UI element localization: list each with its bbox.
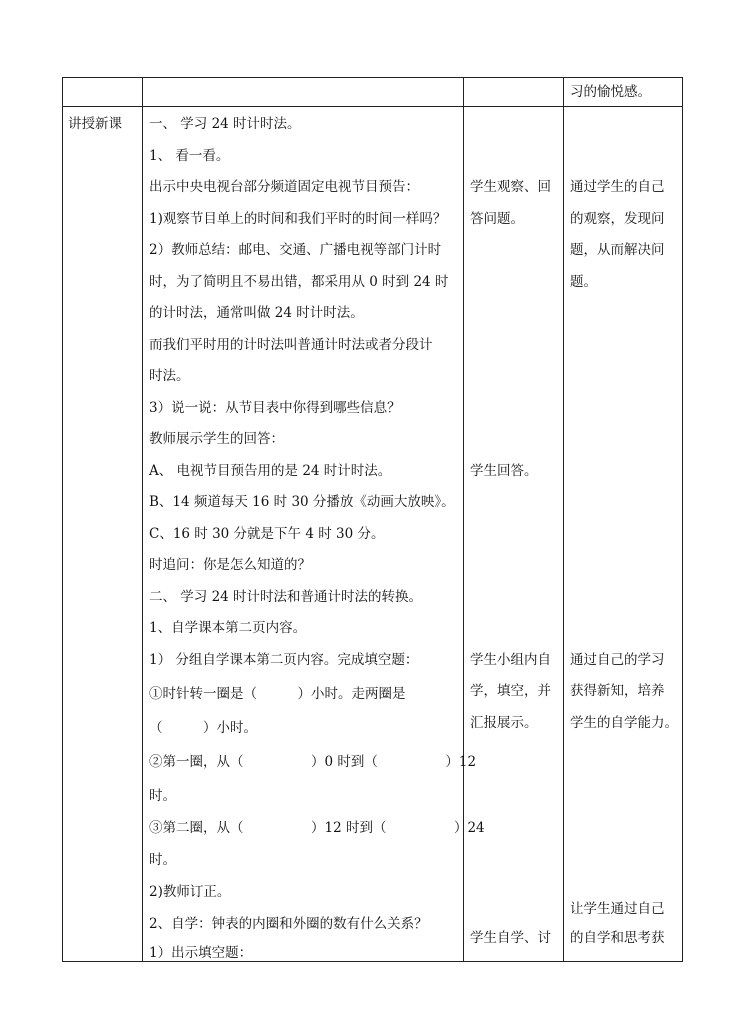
empty-cell [63,78,143,107]
content-line: （ ）小时。 [149,720,257,736]
content-line: 二、 学习 24 时计时法和普通计时法的转换。 [149,589,423,605]
intent-line: 题。 [570,274,597,290]
content-line: B、14 频道每天 16 时 30 分播放《动画大放映》。 [149,494,455,510]
intent-line: 获得新知，培养 [570,683,665,699]
intent-line: 的自学和思考获 [570,930,665,946]
lesson-plan-table [62,77,683,962]
content-line: 时。 [149,852,176,868]
content-line: 2)教师订正。 [149,884,231,900]
content-line: ③第二圈，从（ ）12 时到（ ）24 [149,820,485,836]
student-line: 学生自学、讨 [470,930,551,946]
intent-line: 通过自己的学习 [570,652,665,668]
intent-line: 让学生通过自己 [570,901,665,917]
content-line: 1）出示填空题： [149,945,253,961]
content-line: 时，为了简明且不易出错，都采用从 0 时到 24 时 [149,274,449,290]
intent-continued-text: 习的愉悦感。 [570,84,651,100]
content-line: 1、自学课本第二页内容。 [149,620,307,636]
student-line: 学生回答。 [470,463,538,479]
content-line: 出示中央电视台部分频道固定电视节目预告： [149,179,419,195]
intent-line: 题，从而解决问 [570,242,665,258]
intent-line: 学生的自学能力。 [570,715,678,731]
content-line: ①时针转一圈是（ ）小时。走两圈是 [149,686,406,702]
content-line: 时追问：你是怎么知道的？ [149,557,311,573]
student-line: 学生小组内自 [470,652,551,668]
empty-cell [143,78,464,107]
student-line: 学，填空，并 [470,683,551,699]
content-line: A、 电视节目预告用的是 24 时计时法。 [149,463,392,479]
table-row-teaching [63,107,683,962]
content-line: 的计时法，通常叫做 24 时计时法。 [149,305,364,321]
content-line: ②第一圈，从（ ）0 时到（ ）12 [149,754,477,770]
student-line: 答问题。 [470,211,524,227]
teaching-content-cell [143,107,485,962]
table-row-continued [63,78,683,107]
content-line: C、16 时 30 分就是下午 4 时 30 分。 [149,526,385,542]
content-line: 2）教师总结：邮电、交通、广播电视等部门计时 [149,242,442,258]
section-label: 讲授新课 [68,116,122,132]
design-intent-cell-continued [564,78,683,107]
student-line: 学生观察、回 [470,179,551,195]
content-line: 时法。 [149,368,190,384]
content-line: 一、 学习 24 时计时法。 [149,116,301,132]
content-line: 1)观察节目单上的时间和我们平时的时间一样吗？ [149,211,447,227]
content-line: 2、自学：钟表的内圈和外圈的数有什么关系？ [149,916,428,932]
section-label-cell [63,107,143,962]
content-line: 时。 [149,788,176,804]
student-line: 汇报展示。 [470,715,538,731]
content-line: 3）说一说：从节目表中你得到哪些信息？ [149,400,401,416]
content-line: 1、 看一看。 [149,148,230,164]
empty-cell [464,78,564,107]
intent-line: 的观察，发现问 [570,211,665,227]
intent-line: 通过学生的自己 [570,179,665,195]
content-line: 而我们平时用的计时法叫普通计时法或者分段计 [149,337,433,353]
design-intent-cell [564,107,683,962]
student-activity-cell [464,107,564,962]
content-line: 1） 分组自学课本第二页内容。完成填空题： [149,652,419,668]
content-line: 教师展示学生的回答： [149,431,284,447]
